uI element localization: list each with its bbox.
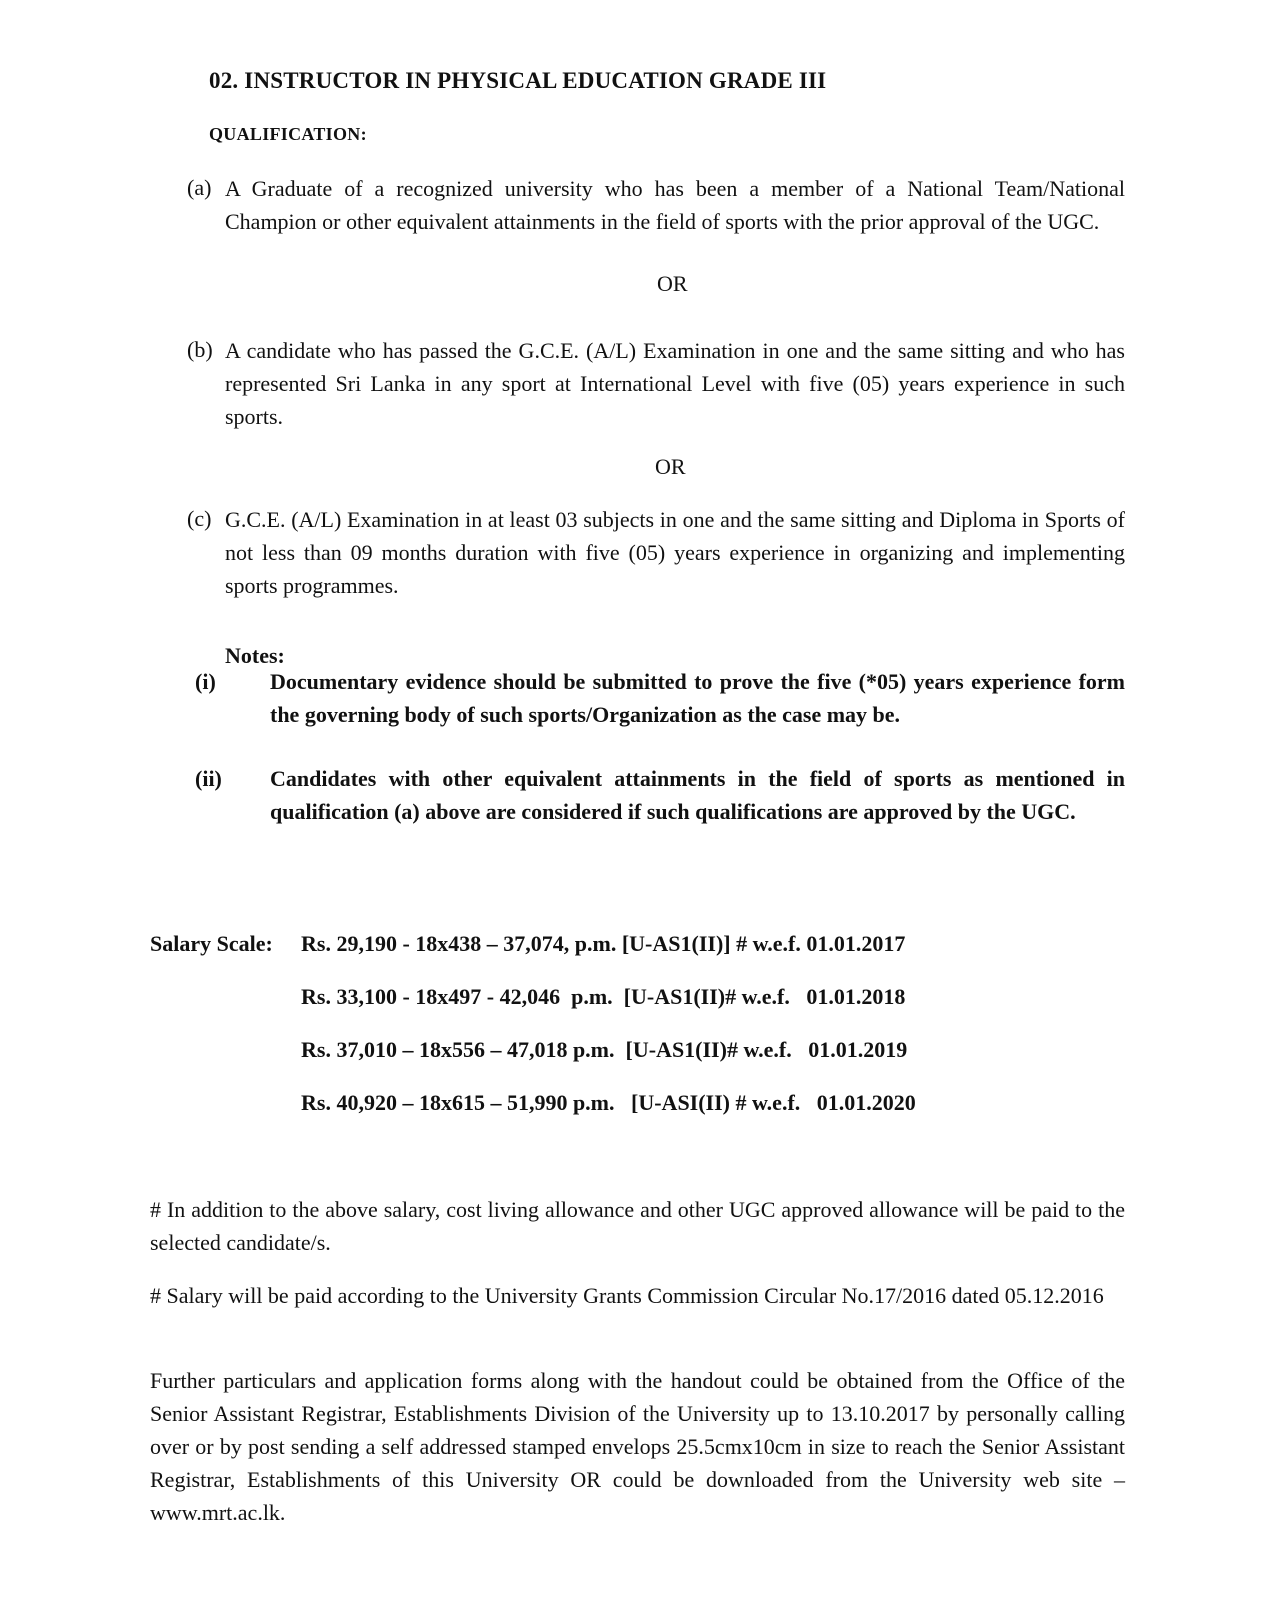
note-ii-text: Candidates with other equivalent attainments in the field of sports as mentioned in qualification (a) above are considered if such qualifications are approved by the UGC. [270, 766, 1125, 824]
qualification-c-text: G.C.E. (A/L) Examination in at least 03 subjects in one and the same sitting and Diploma in Sports of not less than 09 months duration with five (05) years experience in organizing and implementing sports programmes. [225, 507, 1125, 598]
qualification-b-text: A candidate who has passed the G.C.E. (A/L) Examination in one and the same sitting and who has represented Sri Lanka in any sport at International Level with five (05) years experience in such sports. [225, 338, 1125, 429]
note-i-text: Documentary evidence should be submitted to prove the five (*05) years experience form the governing body of such sports/Organization as the case may be. [270, 669, 1125, 727]
salary-scale-label: Salary Scale: [150, 931, 273, 956]
salary-line-2020: Rs. 40,920 – 18x615 – 51,990 p.m. [U-ASI(II) # w.e.f. 01.01.2020 [301, 1090, 916, 1115]
salary-line-2019: Rs. 37,010 – 18x556 – 47,018 p.m. [U-AS1(II)# w.e.f. 01.01.2019 [301, 1037, 908, 1062]
qualification-a-marker: (a) [187, 175, 212, 200]
notes-heading: Notes: [225, 643, 285, 668]
note-ii-marker: (ii) [195, 766, 222, 791]
qualification-a-text: A Graduate of a recognized university who has been a member of a National Team/National Champion or other equivalent attainments in the field of sports with the prior approval of the UGC. [225, 176, 1125, 234]
salary-line-2018: Rs. 33,100 - 18x497 - 42,046 p.m. [U-AS1(II)# w.e.f. 01.01.2018 [301, 984, 906, 1009]
or-separator-1: OR [657, 271, 688, 296]
salary-line-2017: Rs. 29,190 - 18x438 – 37,074, p.m. [U-AS1(II)] # w.e.f. 01.01.2017 [301, 931, 906, 956]
or-separator-2: OR [655, 454, 686, 479]
further-particulars-paragraph: Further particulars and application forms along with the handout could be obtained from the Office of the Senior Assistant Registrar, Establishments Division of the University up to 13.10.2017 by personally calling over or by post sending a self addressed stamped envelops 25.5cmx10cm in size to reach the Senior Assistant Registrar, Establishments of this University OR could be downloaded from the University web site –www.mrt.ac.lk. [150, 1368, 1125, 1525]
salary-circular-paragraph: # Salary will be paid according to the University Grants Commission Circular No.17/2016 dated 05.12.2016 [150, 1283, 1104, 1308]
position-title: 02. INSTRUCTOR IN PHYSICAL EDUCATION GRADE III [209, 68, 827, 93]
allowance-paragraph: # In addition to the above salary, cost living allowance and other UGC approved allowance will be paid to the selected candidate/s. [150, 1197, 1125, 1255]
qualification-c-marker: (c) [187, 506, 212, 531]
qualification-heading: QUALIFICATION: [209, 124, 367, 144]
note-i-marker: (i) [195, 669, 216, 694]
qualification-b-marker: (b) [187, 337, 213, 362]
